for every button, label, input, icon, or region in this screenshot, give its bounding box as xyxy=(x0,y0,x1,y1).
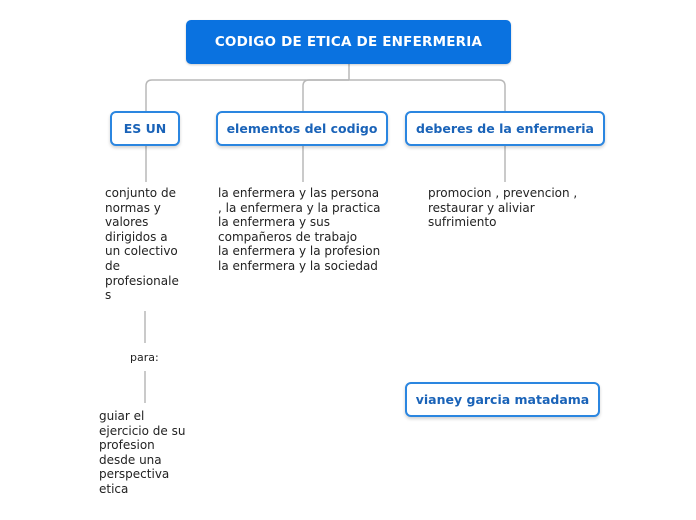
elementos-description[interactable]: la enfermera y las persona , la enfermera y la practica la enfermera y sus compañeros de trabajo la enfermera y la profesion la enfermera y la sociedad xyxy=(218,186,381,273)
root-topic[interactable]: CODIGO DE ETICA DE ENFERMERIA xyxy=(186,20,511,64)
topic-es-un[interactable]: ES UN xyxy=(110,111,180,146)
topic-elementos-del-codigo[interactable]: elementos del codigo xyxy=(216,111,388,146)
connector-to-elementos xyxy=(303,80,349,111)
connector-to-deberes xyxy=(349,80,505,111)
topic-author[interactable]: vianey garcia matadama xyxy=(405,382,600,417)
connector-to-es-un xyxy=(146,80,349,111)
deberes-description[interactable]: promocion , prevencion , restaurar y aliviar sufrimiento xyxy=(428,186,578,230)
para-description[interactable]: guiar el ejercicio de su profesion desde una perspectiva etica xyxy=(99,409,186,496)
para-label[interactable]: para: xyxy=(130,351,159,364)
topic-deberes-de-la-enfermeria[interactable]: deberes de la enfermeria xyxy=(405,111,605,146)
es-un-description[interactable]: conjunto de normas y valores dirigidos a un colectivo de profesionale s xyxy=(105,186,179,303)
